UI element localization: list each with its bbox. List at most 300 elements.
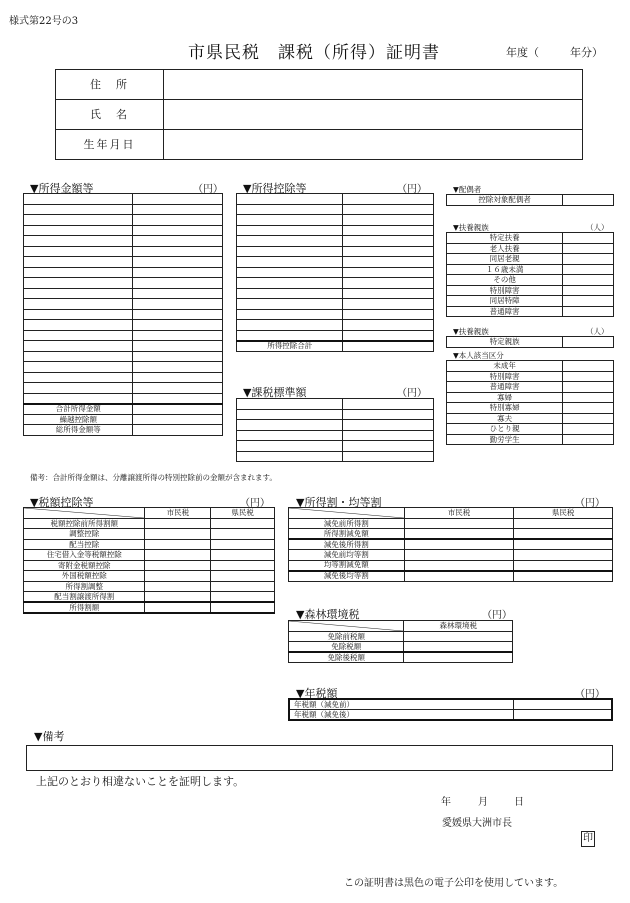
incomesplit-pref-value[interactable]: [514, 529, 613, 540]
income-item-cell[interactable]: [24, 351, 133, 362]
income-item-cell[interactable]: [24, 246, 133, 257]
address-field[interactable]: [164, 70, 583, 100]
incomesplit-city-value[interactable]: [404, 518, 514, 529]
income-item-cell[interactable]: [24, 288, 133, 299]
self-category-value[interactable]: [563, 434, 614, 445]
taxcredit-pref-value[interactable]: [211, 529, 275, 540]
deduction-item-cell[interactable]: [237, 225, 343, 236]
birthdate-field[interactable]: [164, 130, 583, 160]
deduction-item-cell[interactable]: [237, 309, 343, 320]
table-row: [447, 392, 614, 403]
table-row: [24, 571, 275, 582]
dependents-unit: （人）: [586, 223, 609, 232]
annual-title: ▼年税額: [296, 687, 338, 700]
incomesplit-col-city: 市民税: [404, 508, 514, 519]
spouse-title: ▼配偶者: [453, 185, 482, 194]
table-row: [289, 550, 613, 561]
table-row: [24, 225, 223, 236]
income-item-cell[interactable]: [24, 267, 133, 278]
dependents2-title: ▼扶養親族: [453, 327, 489, 336]
income-value-cell[interactable]: [133, 383, 223, 394]
deduction-item-cell[interactable]: [237, 320, 343, 331]
income-value-cell[interactable]: [133, 393, 223, 404]
deduction-value-cell[interactable]: [343, 225, 434, 236]
taxcredit-total-label: 所得割額: [24, 602, 145, 613]
incomesplit-pref-value[interactable]: [514, 571, 613, 582]
date-month: 月: [478, 797, 488, 808]
dependent-count[interactable]: [563, 296, 614, 307]
deduction-value-cell[interactable]: [343, 278, 434, 289]
taxcredit-total-city[interactable]: [145, 602, 211, 613]
income-item-cell[interactable]: [24, 362, 133, 373]
table-header-row: [289, 621, 513, 632]
table-row: [447, 403, 614, 414]
table-header-row: [24, 508, 275, 519]
income-value-cell[interactable]: [133, 351, 223, 362]
taxcredit-row-label: 寄附金税額控除: [24, 560, 145, 571]
table-row: [24, 383, 223, 394]
deduction-value-cell[interactable]: [343, 246, 434, 257]
taxcredit-title: ▼税額控除等: [30, 496, 94, 509]
incomesplit-city-value[interactable]: [404, 550, 514, 561]
income-value-cell[interactable]: [133, 372, 223, 383]
deduction-value-cell[interactable]: [343, 320, 434, 331]
taxable-value-cell[interactable]: [343, 420, 434, 431]
deduction-item-cell[interactable]: [237, 288, 343, 299]
deduction-item-cell[interactable]: [237, 215, 343, 226]
table-row: [447, 434, 614, 445]
income-unit: （円）: [193, 184, 223, 195]
dependent-label: 同居老親: [447, 254, 563, 265]
table-row: [237, 246, 434, 257]
deduction-item-cell[interactable]: [237, 257, 343, 268]
income-value-cell[interactable]: [133, 341, 223, 352]
dependent-count[interactable]: [563, 254, 614, 265]
incomesplit-col-pref: 県民税: [514, 508, 613, 519]
annual-row-label: 年税額（減免前）: [289, 699, 514, 710]
income-note: 備考：合計所得金額は、分離譲渡所得の特別控除前の金額が含まれます。: [30, 473, 277, 482]
taxcredit-row-label: 調整控除: [24, 529, 145, 540]
deduction-title: ▼所得控除等: [243, 182, 307, 195]
taxable-value-cell[interactable]: [343, 399, 434, 410]
incomesplit-table: [288, 507, 613, 582]
table-row: [24, 581, 275, 592]
table-row: [24, 518, 275, 529]
taxcredit-pref-value[interactable]: [211, 571, 275, 582]
forest-value[interactable]: [404, 652, 513, 663]
self-category-value[interactable]: [563, 371, 614, 382]
self-category-value[interactable]: [563, 413, 614, 424]
date-year: 年: [441, 797, 451, 808]
taxcredit-city-value[interactable]: [145, 571, 211, 582]
income-value-cell[interactable]: [133, 362, 223, 373]
taxcredit-unit: （円）: [240, 498, 270, 509]
birthdate-label: 生年月日: [56, 130, 164, 160]
income-value-cell[interactable]: [133, 320, 223, 331]
remarks-title: ▼備考: [34, 730, 65, 743]
income-total-value[interactable]: [133, 414, 223, 425]
self-category-label: 特別寡婦: [447, 403, 563, 414]
table-row: [24, 592, 275, 603]
table-row: [237, 225, 434, 236]
dependent-label: 同居特障: [447, 296, 563, 307]
name-label: 氏 名: [56, 100, 164, 130]
table-row: [447, 275, 614, 286]
income-item-cell[interactable]: [24, 320, 133, 331]
table-row: [24, 425, 223, 436]
taxable-value-cell[interactable]: [343, 451, 434, 462]
table-row: [24, 299, 223, 310]
deduction-value-cell[interactable]: [343, 330, 434, 341]
table-row: [237, 341, 434, 352]
incomesplit-city-value[interactable]: [404, 539, 514, 550]
income-value-cell[interactable]: [133, 299, 223, 310]
year-label: [506, 44, 603, 60]
self-category-label: 勤労学生: [447, 434, 563, 445]
income-title: ▼所得金額等: [30, 182, 94, 195]
annual-value[interactable]: [514, 699, 612, 710]
table-row: [24, 330, 223, 341]
incomesplit-city-value[interactable]: [404, 571, 514, 582]
deduction-item-cell[interactable]: [237, 246, 343, 257]
taxcredit-total-pref[interactable]: [211, 602, 275, 613]
taxcredit-city-value[interactable]: [145, 581, 211, 592]
taxcredit-row-label: 税額控除前所得割額: [24, 518, 145, 529]
income-value-cell[interactable]: [133, 267, 223, 278]
annual-value[interactable]: [514, 710, 612, 721]
dependent-count[interactable]: [563, 306, 614, 317]
incomesplit-row-label: 減免前均等割: [289, 550, 405, 561]
deduction-total-label: 所得控除合計: [237, 341, 343, 352]
table-row: [447, 424, 614, 435]
incomesplit-row-label: 減免後所得割: [289, 539, 405, 550]
dependents2-table: [446, 336, 614, 348]
income-item-cell[interactable]: [24, 299, 133, 310]
income-item-cell[interactable]: [24, 257, 133, 268]
dependent-label: 普通障害: [447, 306, 563, 317]
deduction-item-cell[interactable]: [237, 299, 343, 310]
table-row: [24, 257, 223, 268]
self-category-label: ひとり親: [447, 424, 563, 435]
incomesplit-row-label: 減免前所得割: [289, 518, 405, 529]
incomesplit-pref-value[interactable]: [514, 518, 613, 529]
table-row: [237, 288, 434, 299]
date-day: 日: [514, 797, 524, 808]
dependent-count[interactable]: [563, 285, 614, 296]
taxcredit-pref-value[interactable]: [211, 560, 275, 571]
income-item-cell[interactable]: [24, 236, 133, 247]
income-item-cell[interactable]: [24, 372, 133, 383]
table-row: [24, 204, 223, 215]
taxcredit-col-city: 市民税: [145, 508, 211, 519]
taxcredit-city-value[interactable]: [145, 592, 211, 603]
table-row: [24, 215, 223, 226]
income-value-cell[interactable]: [133, 278, 223, 289]
table-row: [24, 351, 223, 362]
self-category-value[interactable]: [563, 392, 614, 403]
taxable-item-cell[interactable]: [237, 420, 343, 431]
income-value-cell[interactable]: [133, 309, 223, 320]
taxable-value-cell[interactable]: [343, 430, 434, 441]
taxable-value-cell[interactable]: [343, 409, 434, 420]
taxcredit-pref-value[interactable]: [211, 550, 275, 561]
incomesplit-pref-value[interactable]: [514, 539, 613, 550]
income-item-cell[interactable]: [24, 204, 133, 215]
deduction-value-cell[interactable]: [343, 215, 434, 226]
table-row: [24, 246, 223, 257]
deduction-item-cell[interactable]: [237, 236, 343, 247]
certify-text: 上記のとおり相違ないことを証明します。: [36, 775, 245, 788]
self-category-value[interactable]: [563, 382, 614, 393]
income-item-cell[interactable]: [24, 278, 133, 289]
forest-value[interactable]: [404, 642, 513, 653]
table-row: [24, 362, 223, 373]
income-item-cell[interactable]: [24, 393, 133, 404]
deduction-value-cell[interactable]: [343, 288, 434, 299]
self-category-label: 未成年: [447, 361, 563, 372]
table-row: [24, 341, 223, 352]
table-row: [237, 309, 434, 320]
income-total-label: 総所得金額等: [24, 425, 133, 436]
deduction-unit: （円）: [397, 184, 427, 195]
taxcredit-city-value[interactable]: [145, 529, 211, 540]
income-total-value[interactable]: [133, 425, 223, 436]
table-row: [237, 430, 434, 441]
dependent-label: 老人扶養: [447, 243, 563, 254]
income-item-cell[interactable]: [24, 309, 133, 320]
forest-value[interactable]: [404, 631, 513, 642]
taxcredit-row-label: 配当割譲渡所得割: [24, 592, 145, 603]
taxcredit-city-value[interactable]: [145, 539, 211, 550]
table-row: [289, 560, 613, 571]
spouse-row-label: 控除対象配偶者: [447, 195, 563, 206]
taxcredit-row-label: 配当控除: [24, 539, 145, 550]
taxcredit-pref-value[interactable]: [211, 581, 275, 592]
income-item-cell[interactable]: [24, 225, 133, 236]
deduction-item-cell[interactable]: [237, 267, 343, 278]
forest-row-label: 免除税額: [289, 642, 404, 653]
table-row: [24, 539, 275, 550]
incomesplit-pref-value[interactable]: [514, 560, 613, 571]
deduction-total-value[interactable]: [343, 341, 434, 352]
income-value-cell[interactable]: [133, 330, 223, 341]
income-item-cell[interactable]: [24, 341, 133, 352]
table-row: [24, 372, 223, 383]
taxcredit-row-label: 外国税額控除: [24, 571, 145, 582]
spouse-table: [446, 194, 614, 206]
table-row: [447, 254, 614, 265]
taxable-unit: （円）: [397, 388, 427, 399]
name-field[interactable]: [164, 100, 583, 130]
deduction-value-cell[interactable]: [343, 267, 434, 278]
taxable-item-cell[interactable]: [237, 451, 343, 462]
taxcredit-pref-value[interactable]: [211, 592, 275, 603]
taxcredit-pref-value[interactable]: [211, 518, 275, 529]
year-label-b: 年分）: [570, 46, 603, 59]
income-total-value[interactable]: [133, 404, 223, 415]
table-row: [289, 529, 613, 540]
table-row: [24, 320, 223, 331]
dependent-count[interactable]: [563, 243, 614, 254]
table-row: [237, 278, 434, 289]
annual-row-label: 年税額（減免後）: [289, 710, 514, 721]
table-row: [289, 652, 513, 663]
deduction-value-cell[interactable]: [343, 236, 434, 247]
self-category-value[interactable]: [563, 403, 614, 414]
table-row: [237, 299, 434, 310]
deduction-item-cell[interactable]: [237, 330, 343, 341]
forest-corner: [289, 621, 404, 632]
table-row: [447, 285, 614, 296]
table-row: [24, 529, 275, 540]
income-value-cell[interactable]: [133, 246, 223, 257]
table-row: [24, 278, 223, 289]
deduction-value-cell[interactable]: [343, 299, 434, 310]
bottom-note: この証明書は黒色の電子公印を使用しています。: [344, 878, 564, 889]
incomesplit-pref-value[interactable]: [514, 550, 613, 561]
dependent-count[interactable]: [563, 275, 614, 286]
table-row: [24, 267, 223, 278]
income-item-cell[interactable]: [24, 215, 133, 226]
self-category-label: 特別障害: [447, 371, 563, 382]
incomesplit-corner: [289, 508, 405, 519]
dependent-count[interactable]: [563, 233, 614, 244]
table-row: [24, 393, 223, 404]
taxable-item-cell[interactable]: [237, 430, 343, 441]
table-row: [237, 267, 434, 278]
income-value-cell[interactable]: [133, 236, 223, 247]
year-label-a: 年度（: [506, 46, 539, 59]
annual-unit: （円）: [575, 689, 605, 700]
table-row: [289, 518, 613, 529]
self-category-label: 寡婦: [447, 392, 563, 403]
deduction-item-cell[interactable]: [237, 278, 343, 289]
form-number: 様式第22号の3: [9, 16, 79, 27]
personal-info-table: [55, 69, 583, 160]
deduction-value-cell[interactable]: [343, 194, 434, 205]
table-row: [447, 243, 614, 254]
taxcredit-city-value[interactable]: [145, 550, 211, 561]
taxable-item-cell[interactable]: [237, 409, 343, 420]
income-value-cell[interactable]: [133, 215, 223, 226]
table-row: [237, 330, 434, 341]
table-row: [289, 710, 612, 721]
taxable-item-cell[interactable]: [237, 441, 343, 452]
self-table: [446, 360, 614, 445]
table-row: [24, 560, 275, 571]
table-row: [289, 631, 513, 642]
mayor-title: 愛媛県大洲市長: [442, 818, 512, 829]
income-table: [23, 193, 223, 436]
taxcredit-col-pref: 県民税: [211, 508, 275, 519]
deduction-value-cell[interactable]: [343, 204, 434, 215]
table-row: [447, 233, 614, 244]
self-category-label: 普通障害: [447, 382, 563, 393]
table-row: [447, 306, 614, 317]
dependent-count[interactable]: [563, 264, 614, 275]
forest-row-label: 免除前税額: [289, 631, 404, 642]
dependent2-count[interactable]: [563, 337, 614, 348]
deduction-value-cell[interactable]: [343, 257, 434, 268]
dependents2-unit: （人）: [586, 327, 609, 336]
table-row: [237, 320, 434, 331]
table-row: [289, 571, 613, 582]
table-row: [24, 404, 223, 415]
table-row: [447, 264, 614, 275]
income-item-cell[interactable]: [24, 383, 133, 394]
dependent-label: 特定扶養: [447, 233, 563, 244]
income-value-cell[interactable]: [133, 204, 223, 215]
income-item-cell[interactable]: [24, 330, 133, 341]
incomesplit-row-label: 所得割減免額: [289, 529, 405, 540]
self-category-label: 寡夫: [447, 413, 563, 424]
table-row: [237, 194, 434, 205]
income-item-cell[interactable]: [24, 194, 133, 205]
incomesplit-row-label: 減免後均等割: [289, 571, 405, 582]
taxcredit-table: [23, 507, 275, 614]
incomesplit-city-value[interactable]: [404, 529, 514, 540]
table-row: [237, 420, 434, 431]
incomesplit-city-value[interactable]: [404, 560, 514, 571]
income-value-cell[interactable]: [133, 225, 223, 236]
table-row: [447, 361, 614, 372]
dependent-label: その他: [447, 275, 563, 286]
forest-title: ▼森林環境税: [296, 608, 360, 621]
taxcredit-city-value[interactable]: [145, 560, 211, 571]
table-row: [237, 451, 434, 462]
address-label: 住 所: [56, 70, 164, 100]
table-row: [289, 539, 613, 550]
incomesplit-row-label: 均等割減免額: [289, 560, 405, 571]
table-row: [447, 296, 614, 307]
income-value-cell[interactable]: [133, 257, 223, 268]
self-category-value[interactable]: [563, 361, 614, 372]
taxcredit-row-label: 所得割調整: [24, 581, 145, 592]
table-row: [24, 414, 223, 425]
table-row: [237, 204, 434, 215]
forest-table: [288, 620, 513, 663]
taxable-item-cell[interactable]: [237, 399, 343, 410]
table-header-row: [289, 508, 613, 519]
table-row: [24, 550, 275, 561]
table-row: [289, 642, 513, 653]
incomesplit-unit: （円）: [575, 498, 605, 509]
income-value-cell[interactable]: [133, 288, 223, 299]
taxcredit-row-label: 住宅借入金等税額控除: [24, 550, 145, 561]
table-row: [24, 194, 223, 205]
income-value-cell[interactable]: [133, 194, 223, 205]
table-row: [447, 371, 614, 382]
spouse-row-value[interactable]: [563, 195, 614, 206]
remarks-box[interactable]: [26, 745, 613, 771]
table-row: [24, 602, 275, 613]
self-title: ▼本人該当区分: [453, 351, 504, 360]
deduction-value-cell[interactable]: [343, 309, 434, 320]
taxable-title: ▼課税標準額: [243, 386, 307, 399]
income-total-label: 繰越控除額: [24, 414, 133, 425]
table-row: [24, 288, 223, 299]
deduction-item-cell[interactable]: [237, 194, 343, 205]
taxable-value-cell[interactable]: [343, 441, 434, 452]
table-row: [24, 236, 223, 247]
self-category-value[interactable]: [563, 424, 614, 435]
incomesplit-title: ▼所得割・均等割: [296, 496, 382, 509]
taxcredit-city-value[interactable]: [145, 518, 211, 529]
page-title: 市県民税 課税（所得）証明書: [188, 43, 440, 63]
table-row: [447, 413, 614, 424]
taxcredit-pref-value[interactable]: [211, 539, 275, 550]
deduction-item-cell[interactable]: [237, 204, 343, 215]
